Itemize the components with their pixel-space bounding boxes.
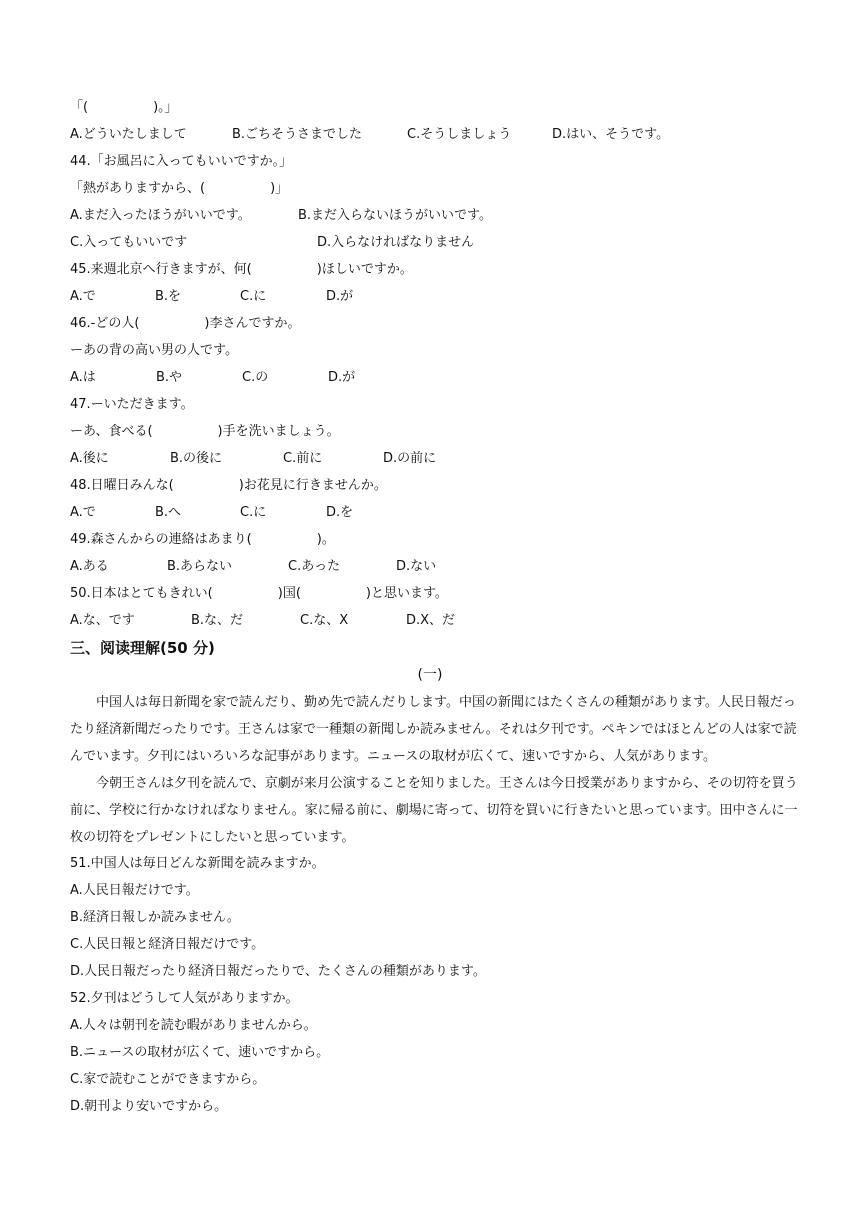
q51-option-a: A.人民日報だけです。: [70, 883, 199, 898]
q44-option-d: D.入らなければなりません: [317, 235, 475, 250]
q46-option-b: B.や: [156, 370, 183, 385]
q45-option-d: D.が: [326, 289, 354, 304]
q47-option-d: D.の前に: [383, 451, 437, 466]
section-3-title: 三、阅读理解(50 分): [70, 639, 215, 657]
q52-question: 52.夕刊はどうして人気がありますか。: [70, 991, 299, 1006]
q43-options: [70, 126, 790, 144]
q44-option-a: A.まだ入ったほうがいいです。: [70, 208, 251, 223]
q52-option-d: D.朝刊より安いですから。: [70, 1099, 228, 1114]
reading-paragraph-1: 中国人は毎日新聞を家で読んだり、勤め先で読んだりします。中国の新聞にはたくさんの種類があります。人民日報だったり経済新聞だったりです。王さんは家で一種類の新聞しか読みません。それは夕刊です。ペキンではほとんどの人は家で読んでいます。夕刊にはいろいろな記事があります。ニュースの取材が広くて、速いですから、人気があります。: [70, 695, 797, 764]
q45-option-b: B.を: [155, 289, 182, 304]
q49-option-b: B.あらない: [167, 559, 233, 574]
q47-question: 47.ーいただきます。: [70, 397, 194, 412]
q50-option-a: A.な、です: [70, 613, 135, 628]
q45-question: 45.来週北京へ行きますが、何( )ほしいですか。: [70, 262, 413, 277]
q46-option-c: C.の: [242, 370, 269, 385]
q46-options: [70, 369, 790, 387]
q45-option-a: A.で: [70, 289, 96, 304]
q44-option-c: C.入ってもいいです: [70, 235, 188, 250]
q51-option-b: B.経済日報しか読みません。: [70, 910, 240, 925]
q50-option-d: D.X、だ: [406, 613, 456, 628]
q51-option-d: D.人民日報だったり経済日報だったりで、たくさんの種類があります。: [70, 964, 486, 979]
q46-answer-line: ーあの背の高い男の人です。: [70, 343, 238, 358]
q50-option-b: B.な、だ: [191, 613, 244, 628]
q52-option-b: B.ニュースの取材が広くて、速いですから。: [70, 1045, 330, 1060]
q49-option-a: A.ある: [70, 559, 109, 574]
q44-answer-line: 「熱がありますから、( )」: [70, 181, 289, 196]
q51-question: 51.中国人は毎日どんな新聞を読みますか。: [70, 856, 325, 871]
q43-option-b: B.ごちそうさまでした: [232, 127, 363, 142]
q48-options: [70, 504, 790, 522]
q48-option-a: A.で: [70, 505, 96, 520]
reading-paragraph-2: 今朝王さんは夕刊を読んで、京劇が来月公演することを知りました。王さんは今日授業がありますから、その切符を買う前に、学校に行かなければなりません。家に帰る前に、劇場に寄って、切符を買いに行きたいと思っています。田中さんに一枚の切符をプレゼントにしたいと思っています。: [70, 776, 798, 845]
q43-option-a: A.どういたしまして: [70, 127, 187, 142]
q48-option-d: D.を: [326, 505, 354, 520]
q46-option-a: A.は: [70, 370, 96, 385]
q45-options: [70, 288, 790, 306]
q50-option-c: C.な、X: [300, 613, 349, 628]
q47-option-a: A.後に: [70, 451, 109, 466]
q44-options-row1: [70, 207, 790, 225]
q43-option-c: C.そうしましょう: [407, 127, 512, 142]
q50-question: 50.日本はとてもきれい( )国( )と思います。: [70, 586, 448, 601]
reading-part-label: (一): [417, 667, 443, 683]
q44-option-b: B.まだ入らないほうがいいです。: [298, 208, 493, 223]
q48-question: 48.日曜日みんな( )お花見に行きませんか。: [70, 478, 387, 493]
q43-answer-line: 「( )。」: [70, 100, 178, 115]
q48-option-b: B.へ: [155, 505, 182, 520]
q43-option-d: D.はい、そうです。: [552, 127, 670, 142]
q49-question: 49.森さんからの連絡はあまり( )。: [70, 532, 335, 547]
q47-option-b: B.の後に: [170, 451, 223, 466]
q49-option-d: D.ない: [396, 559, 437, 574]
q46-option-d: D.が: [328, 370, 356, 385]
q47-option-c: C.前に: [283, 451, 323, 466]
q51-option-c: C.人民日報と経済日報だけです。: [70, 937, 265, 952]
q52-option-c: C.家で読むことができますから。: [70, 1072, 266, 1087]
q47-options: [70, 450, 790, 468]
q49-options: [70, 558, 790, 576]
q50-options: [70, 612, 790, 630]
q52-option-a: A.人々は朝刊を読む暇がありませんから。: [70, 1018, 317, 1033]
q48-option-c: C.に: [240, 505, 267, 520]
q44-question: 44.「お風呂に入ってもいいですか。」: [70, 154, 293, 169]
q44-options-row2: [70, 234, 790, 252]
q46-question: 46.-どの人( )李さんですか。: [70, 316, 301, 331]
q47-answer-line: ーあ、食べる( )手を洗いましょう。: [70, 424, 340, 439]
q49-option-c: C.あった: [288, 559, 341, 574]
q45-option-c: C.に: [240, 289, 267, 304]
